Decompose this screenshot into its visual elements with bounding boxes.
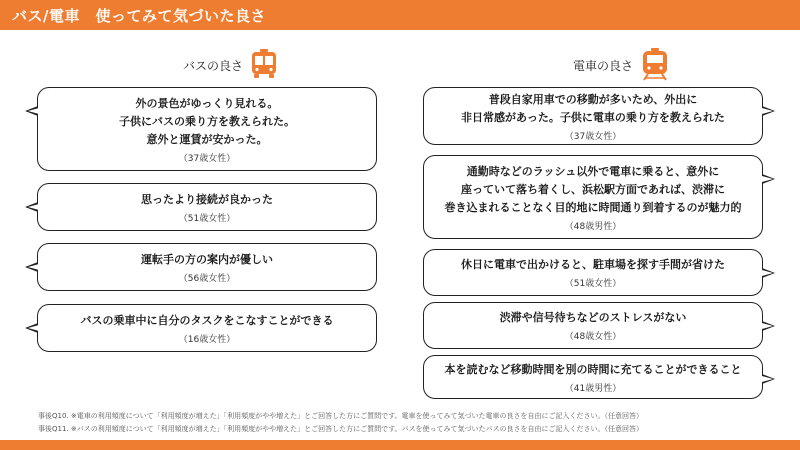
train-comment-bubble xyxy=(423,87,763,145)
train-icon xyxy=(640,47,670,81)
respondent-label: （48歳男性） xyxy=(564,221,622,232)
footnote: 事後Q10. ※電車の利用頻度について「利用頻度が増えた」「利用頻度がやや増えた」とご回答した方にご質問です。電車を使ってみて気づいた電車の良さを自由にご記入ください。（任意回答） xyxy=(38,412,644,420)
bus-comment-bubble xyxy=(37,243,377,291)
train-comment-bubble xyxy=(423,155,763,239)
train-comment-text: 通勤時などのラッシュ以外で電車に乗ると、意外に 座っていて落ち着くし、浜松駅方面であれば、渋滞に 巻き込まれることなく目的地に時間通り到着するのが魅力的 xyxy=(444,164,742,214)
train-column-title: 電車の良さ xyxy=(573,59,634,73)
bus-column-title: バスの良さ xyxy=(183,59,244,73)
train-comment-text: 渋滞や信号待ちなどのストレスがない xyxy=(499,311,687,324)
footnote: 事後Q11. ※バスの利用頻度について「利用頻度が増えた」「利用頻度がやや増えた」とご回答した方にご質問です。バスを使ってみて気づいたバスの良さを自由にご記入ください。（任意回答） xyxy=(38,425,644,433)
bus-icon xyxy=(248,48,280,80)
bus-comment-text: 外の景色がゆっくり見れる。 子供にバスの乗り方を教えられた。 意外と運賃が安かった。 xyxy=(119,96,295,146)
bus-comment-text: バスの乗車中に自分のタスクをこなすことができる xyxy=(80,313,334,327)
header-bar xyxy=(0,0,800,30)
train-comment-text: 休日に電車で出かけると、駐車場を探す手間が省けた xyxy=(461,258,725,271)
page-title: バス/電車 使ってみて気づいた良さ xyxy=(12,7,266,25)
train-comment-bubble xyxy=(423,355,763,399)
train-comment-text: 普段自家用車での移動が多いため、外出に 非日常感があった。子供に電車の乗り方を教えられた xyxy=(461,92,725,124)
bus-comment-bubble xyxy=(37,183,377,231)
train-comment-text: 本を読むなど移動時間を別の時間に充てることができること xyxy=(444,362,742,376)
train-comment-bubble xyxy=(423,249,763,296)
bus-comment-text: 思ったより接続が良かった xyxy=(141,192,273,206)
respondent-label: （37歳女性） xyxy=(564,131,622,142)
bus-comment-text: 運転手の方の案内が優しい xyxy=(141,252,273,266)
respondent-label: （41歳男性） xyxy=(564,383,622,394)
footer-bar xyxy=(0,440,800,450)
bus-comment-bubble xyxy=(37,304,377,352)
bus-comment-bubble xyxy=(37,87,377,171)
respondent-label: （37歳女性） xyxy=(178,153,236,164)
respondent-label: （48歳女性） xyxy=(564,332,622,342)
respondent-label: （51歳女性） xyxy=(564,279,622,289)
train-comment-bubble xyxy=(423,302,763,349)
respondent-label: （56歳女性） xyxy=(178,273,236,284)
respondent-label: （51歳女性） xyxy=(178,213,236,224)
respondent-label: （16歳女性） xyxy=(178,334,236,345)
